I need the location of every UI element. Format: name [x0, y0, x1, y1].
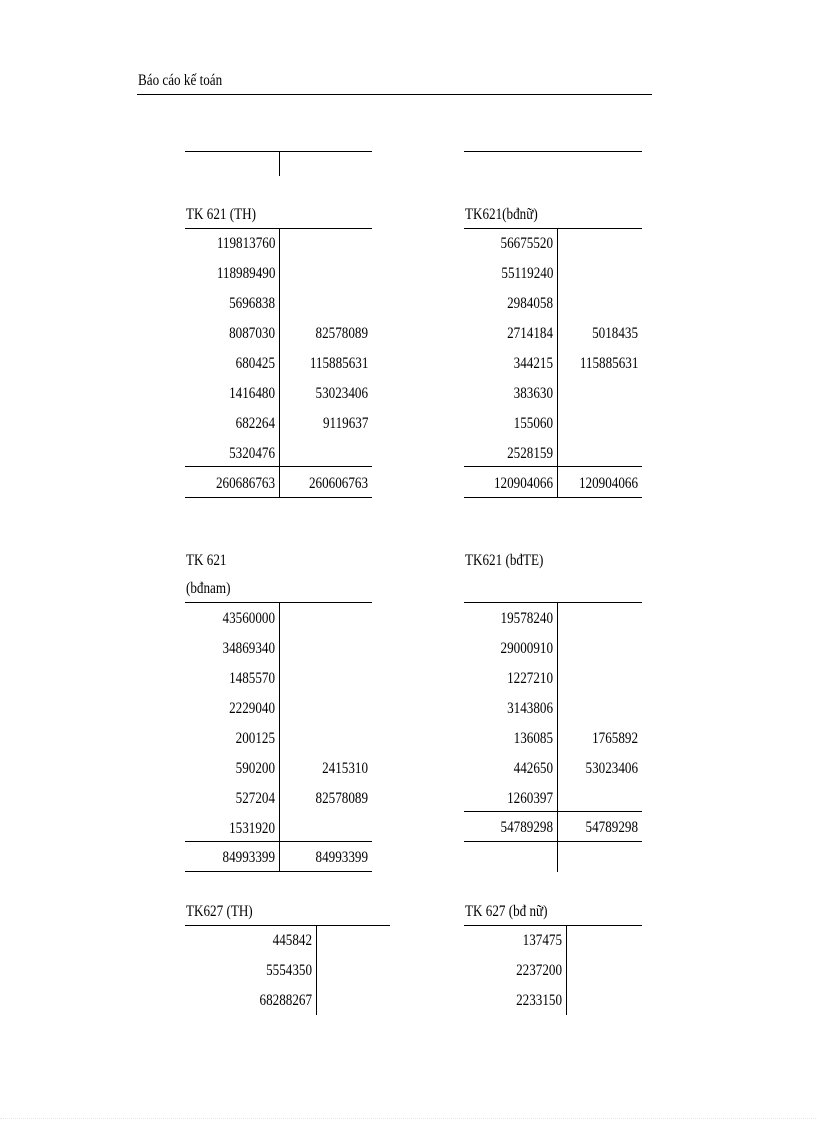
- page-header-title: Báo cáo kế toán: [138, 72, 223, 89]
- debit-entry: 442650: [513, 760, 553, 777]
- credit-entry: 82578089: [315, 790, 368, 807]
- total-rule: [185, 841, 372, 842]
- account-divider: [316, 925, 317, 1015]
- debit-entry: 5320476: [229, 445, 275, 462]
- account-divider: [557, 602, 558, 872]
- debit-entry: 680425: [235, 355, 275, 372]
- account-title-rule: [464, 925, 642, 926]
- debit-entry: 5554350: [266, 962, 312, 979]
- debit-entry: 2237200: [516, 962, 562, 979]
- total-bottom-rule: [185, 871, 372, 872]
- account-title: TK621 (bđTE): [465, 552, 544, 569]
- debit-entry: 682264: [235, 415, 275, 432]
- debit-entry: 1260397: [507, 790, 553, 807]
- debit-entry: 2229040: [229, 700, 275, 717]
- debit-entry: 155060: [513, 415, 553, 432]
- credit-entry: 1765892: [592, 730, 638, 747]
- total-rule: [185, 466, 372, 467]
- account-title-rule: [464, 228, 642, 229]
- debit-entry: 29000910: [500, 640, 553, 657]
- debit-entry: 2984058: [507, 295, 553, 312]
- debit-entry: 383630: [513, 385, 553, 402]
- credit-entry: 5018435: [592, 325, 638, 342]
- debit-entry: 3143806: [507, 700, 553, 717]
- credit-entry: 53023406: [585, 760, 638, 777]
- debit-entry: 1416480: [229, 385, 275, 402]
- debit-entry: 1531920: [229, 820, 275, 837]
- debit-entry: 34869340: [222, 640, 275, 657]
- debit-entry: 1227210: [507, 670, 553, 687]
- account-title: TK 621 (TH): [186, 206, 256, 223]
- total-bottom-rule: [185, 497, 372, 498]
- total-bottom-rule: [464, 841, 642, 842]
- header-rule: [137, 94, 652, 95]
- credit-entry: 82578089: [315, 325, 368, 342]
- total-credit: 84993399: [315, 849, 368, 866]
- total-credit: 260606763: [308, 475, 368, 492]
- account-title-line1: TK 621: [186, 552, 227, 569]
- debit-entry: 68288267: [259, 992, 312, 1009]
- total-rule: [464, 466, 642, 467]
- credit-entry: 115885631: [309, 355, 368, 372]
- account-divider: [557, 228, 558, 498]
- credit-entry: 2415310: [322, 760, 368, 777]
- debit-entry: 590200: [235, 760, 275, 777]
- debit-entry: 136085: [513, 730, 553, 747]
- debit-entry: 118989490: [216, 265, 275, 282]
- debit-entry: 445842: [272, 932, 312, 949]
- debit-entry: 2714184: [507, 325, 553, 342]
- debit-entry: 5696838: [229, 295, 275, 312]
- account-divider: [279, 228, 280, 498]
- credit-entry: 53023406: [315, 385, 368, 402]
- account-divider: [279, 602, 280, 872]
- account-title-rule: [464, 602, 642, 603]
- debit-entry: 55119240: [501, 265, 553, 282]
- account-title-line2: (bđnam): [186, 580, 231, 597]
- debit-entry: 43560000: [222, 610, 275, 627]
- account-title: TK621(bđnữ): [465, 206, 538, 223]
- total-credit: 54789298: [585, 819, 638, 836]
- total-credit: 120904066: [578, 475, 638, 492]
- account-title-rule: [185, 925, 390, 926]
- debit-entry: 1485570: [229, 670, 275, 687]
- debit-entry: 2233150: [516, 992, 562, 1009]
- credit-entry: 9119637: [322, 415, 368, 432]
- account-divider: [566, 925, 567, 1015]
- debit-entry: 8087030: [229, 325, 275, 342]
- debit-entry: 527204: [235, 790, 275, 807]
- empty-t-account-right-rule: [464, 151, 642, 152]
- total-debit: 260686763: [215, 475, 275, 492]
- account-title: TK 627 (bđ nữ): [465, 903, 548, 920]
- credit-entry: 115885631: [579, 355, 638, 372]
- total-debit: 54789298: [500, 819, 553, 836]
- debit-entry: 200125: [235, 730, 275, 747]
- debit-entry: 344215: [513, 355, 553, 372]
- page-bottom-border: [0, 1118, 816, 1119]
- account-title: TK627 (TH): [186, 903, 253, 920]
- total-debit: 84993399: [222, 849, 275, 866]
- empty-t-account-left-divider: [279, 151, 280, 176]
- debit-entry: 56675520: [500, 235, 553, 252]
- debit-entry: 19578240: [500, 610, 553, 627]
- debit-entry: 119813760: [216, 235, 275, 252]
- debit-entry: 2528159: [507, 445, 553, 462]
- total-debit: 120904066: [493, 475, 553, 492]
- debit-entry: 137475: [522, 932, 562, 949]
- total-rule: [464, 811, 642, 812]
- total-bottom-rule: [464, 497, 642, 498]
